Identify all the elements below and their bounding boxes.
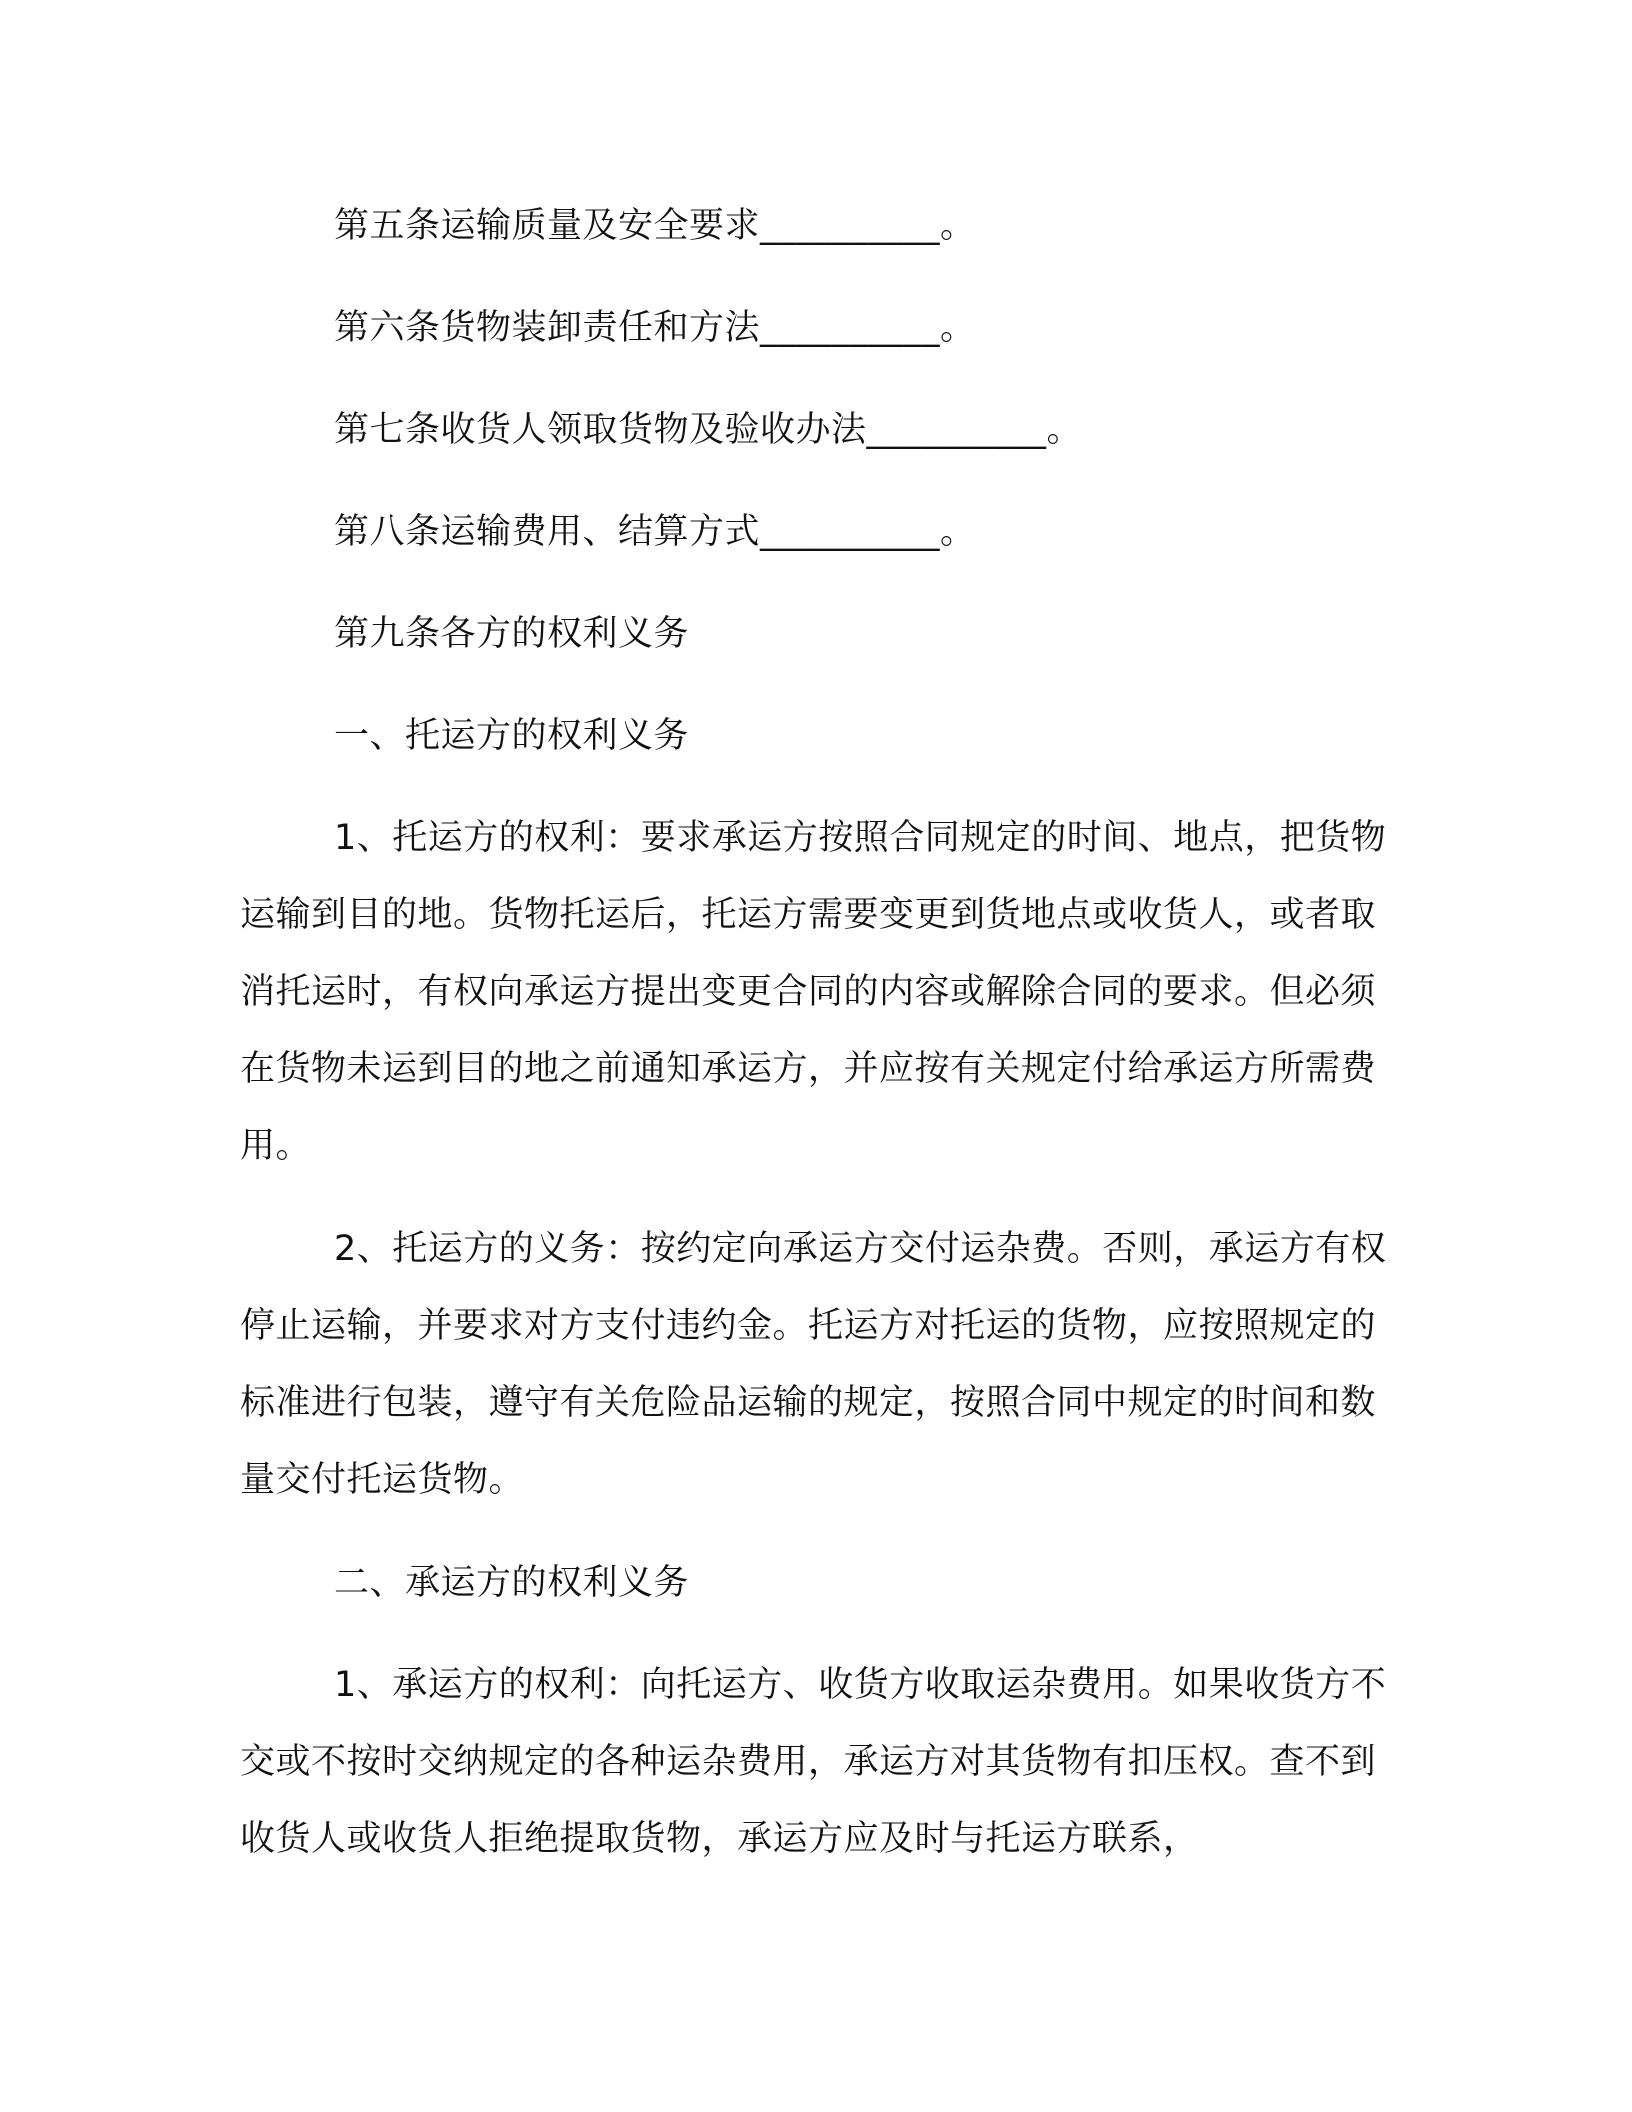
clause-9-rights-obligations: 第九条各方的权利义务: [334, 614, 690, 654]
section-carrier-rights-heading: 二、承运方的权利义务: [334, 1563, 690, 1603]
shipper-obligations-paragraph: 2、托运方的义务：按约定向承运方交付运杂费。否则，承运方有权停止运输，并要求对方支付违约金。托运方对托运的货物，应按照规定的标准进行包装，遵守有关危险品运输的规定，按照合同中规定的时间和数量交付托运货物。: [240, 1229, 1387, 1500]
shipper-rights-paragraph: 1、托运方的权利：要求承运方按照合同规定的时间、地点，把货物运输到目的地。货物托运后，托运方需要变更到货地点或收货人，或者取消托运时，有权向承运方提出变更合同的内容或解除合同的要求。但必须在货物未运到目的地之前通知承运方，并应按有关规定付给承运方所需费用。: [240, 818, 1387, 1166]
clause-8-fees-settlement: 第八条运输费用、结算方式__________。: [334, 512, 976, 552]
clause-7-receiving-inspection: 第七条收货人领取货物及验收办法__________。: [334, 410, 1083, 450]
clause-5-transport-quality: 第五条运输质量及安全要求__________。: [334, 206, 976, 246]
document-body: [240, 188, 1390, 1904]
section-shipper-rights-heading: 一、托运方的权利义务: [334, 716, 690, 756]
carrier-rights-paragraph: 1、承运方的权利：向托运方、收货方收取运杂费用。如果收货方不交或不按时交纳规定的各种运杂费用，承运方对其货物有扣压权。查不到收货人或收货人拒绝提取货物，承运方应及时与托运方联系，: [240, 1665, 1387, 1859]
clause-6-loading-responsibility: 第六条货物装卸责任和方法__________。: [334, 308, 976, 348]
